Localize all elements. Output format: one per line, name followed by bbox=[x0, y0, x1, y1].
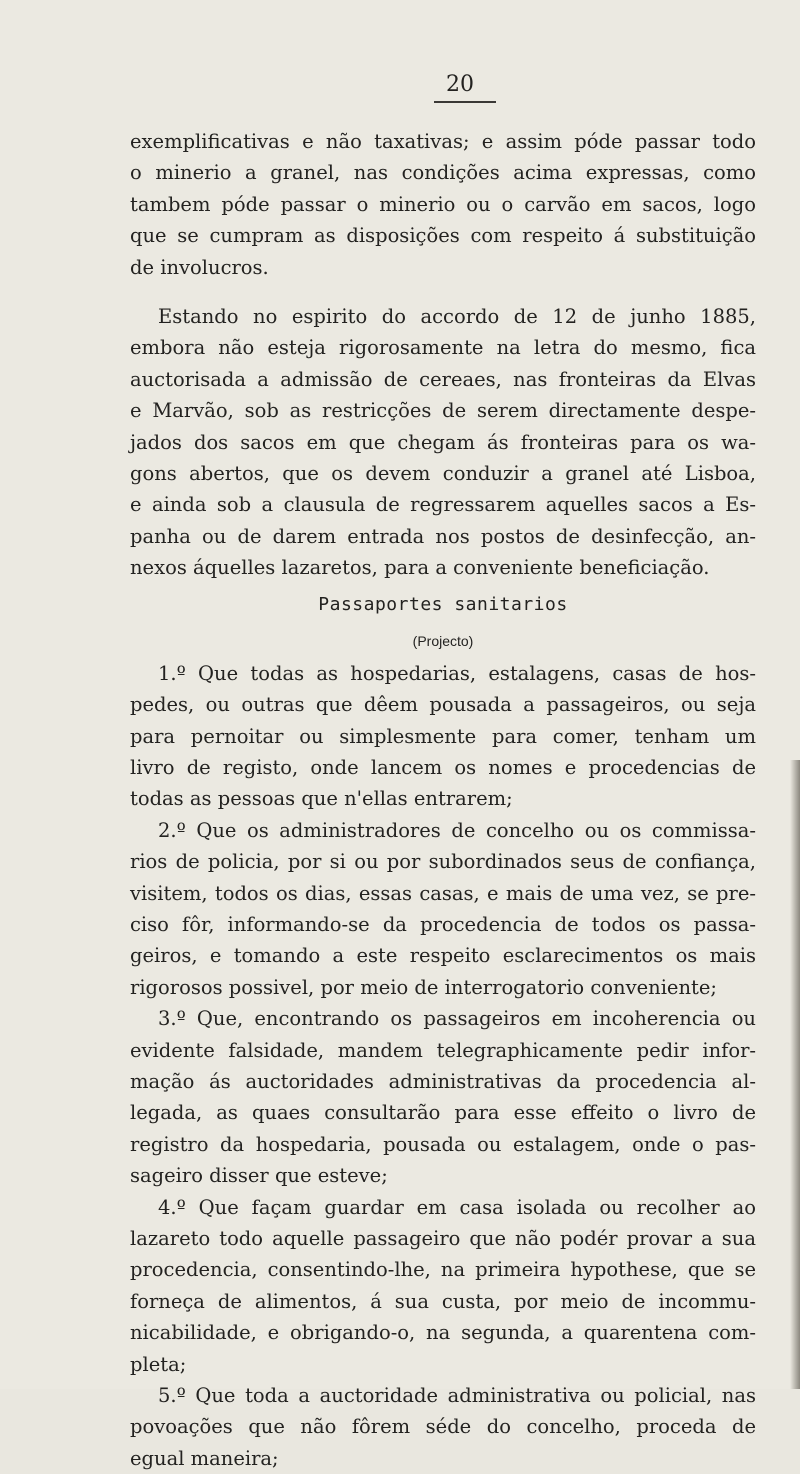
text-line: registro da hospedaria, pousada ou estalagem, onde o pas- bbox=[130, 1132, 756, 1156]
text-line: que se cumpram as disposições com respeito á substituição bbox=[130, 224, 756, 248]
text-line: sageiro disser que esteve; bbox=[130, 1164, 388, 1188]
text-line: gons abertos, que os devem conduzir a granel até Lisboa, bbox=[130, 462, 756, 486]
text-line: pleta; bbox=[130, 1352, 187, 1376]
text-line: auctorisada a admissão de cereaes, nas fronteiras da Elvas bbox=[130, 367, 756, 391]
page-body bbox=[130, 126, 756, 1474]
text-line: embora não esteja rigorosamente na letra do mesmo, fica bbox=[130, 336, 756, 360]
text-line: livro de registo, onde lancem os nomes e procedencias de bbox=[130, 755, 756, 779]
paragraph-continuation bbox=[130, 126, 756, 283]
page-number: 20 bbox=[446, 72, 474, 97]
text-line: para pernoitar ou simplesmente para comer, tenham um bbox=[130, 724, 756, 748]
text-line: e ainda sob a clausula de regressarem aquelles sacos a Es- bbox=[130, 493, 756, 517]
text-line: exemplificativas e não taxativas; e assim póde passar todo bbox=[130, 130, 756, 153]
text-line: 5.º Que toda a auctoridade administrativa ou policial, nas bbox=[158, 1384, 756, 1408]
text-line: forneça de alimentos, á sua custa, por meio de incommu- bbox=[130, 1289, 756, 1313]
paragraph-gap bbox=[130, 283, 756, 301]
item-4 bbox=[130, 1192, 756, 1380]
text-line: visitem, todos os dias, essas casas, e mais de uma vez, se pre- bbox=[130, 881, 756, 905]
text-line: e Marvão, sob as restricções de serem directamente despe- bbox=[130, 399, 756, 423]
page-edge-shadow bbox=[790, 760, 800, 1389]
text-line: de involucros. bbox=[130, 255, 269, 279]
text-line: rigorosos possivel, por meio de interrogatorio conveniente; bbox=[130, 975, 717, 999]
text-line: o minerio a granel, nas condições acima expressas, como bbox=[130, 161, 756, 185]
text-line: povoações que não fôrem séde do concelho, proceda de bbox=[130, 1415, 756, 1439]
paragraph-cereals bbox=[130, 301, 756, 584]
text-line: jados dos sacos em que chegam ás fronteiras para os wa- bbox=[130, 430, 756, 454]
text-line: egual maneira; bbox=[130, 1446, 279, 1470]
text-line: ciso fôr, informando-se da procedencia de todos os passa- bbox=[130, 912, 756, 936]
section-heading: Passaportes sanitarios bbox=[318, 593, 568, 615]
text-line: panha ou de darem entrada nos postos de desinfecção, an- bbox=[130, 524, 756, 548]
text-line: 3.º Que, encontrando os passageiros em incoherencia ou bbox=[158, 1007, 756, 1031]
text-line: pedes, ou outras que dêem pousada a passageiros, ou seja bbox=[130, 693, 756, 717]
text-line: 2.º Que os administradores de concelho ou os commissa- bbox=[158, 818, 756, 842]
item-3 bbox=[130, 1003, 756, 1191]
text-line: 1.º Que todas as hospedarias, estalagens, casas de hos- bbox=[158, 661, 756, 685]
page-number-rule bbox=[434, 101, 496, 103]
text-line: legada, as quaes consultarão para esse effeito o livro de bbox=[130, 1101, 756, 1125]
text-line: geiros, e tomando a este respeito esclarecimentos os mais bbox=[130, 944, 756, 968]
text-line: procedencia, consentindo-lhe, na primeira hypothese, que se bbox=[130, 1258, 756, 1282]
text-line: Estando no espirito do accordo de 12 de junho 1885, bbox=[158, 305, 756, 329]
text-line: nexos áquelles lazaretos, para a conveniente beneficiação. bbox=[130, 556, 710, 580]
text-line: rios de policia, por si ou por subordinados seus de confiança, bbox=[130, 850, 756, 874]
item-5 bbox=[130, 1380, 756, 1474]
text-line: mação ás auctoridades administrativas da procedencia al- bbox=[130, 1069, 756, 1093]
text-line: lazareto todo aquelle passageiro que não podér provar a sua bbox=[130, 1227, 756, 1250]
section-subheading: (Projecto) bbox=[412, 632, 474, 649]
item-1 bbox=[130, 658, 756, 815]
text-line: nicabilidade, e obrigando-o, na segunda, a quarentena com- bbox=[130, 1321, 756, 1345]
text-line: 4.º Que façam guardar em casa isolada ou recolher ao bbox=[158, 1195, 756, 1219]
text-line: evidente falsidade, mandem telegraphicamente pedir infor- bbox=[130, 1038, 756, 1062]
text-line: todas as pessoas que n'ellas entrarem; bbox=[130, 787, 513, 811]
text-line: tambem póde passar o minerio ou o carvão em sacos, logo bbox=[130, 192, 756, 216]
item-2 bbox=[130, 815, 756, 1003]
